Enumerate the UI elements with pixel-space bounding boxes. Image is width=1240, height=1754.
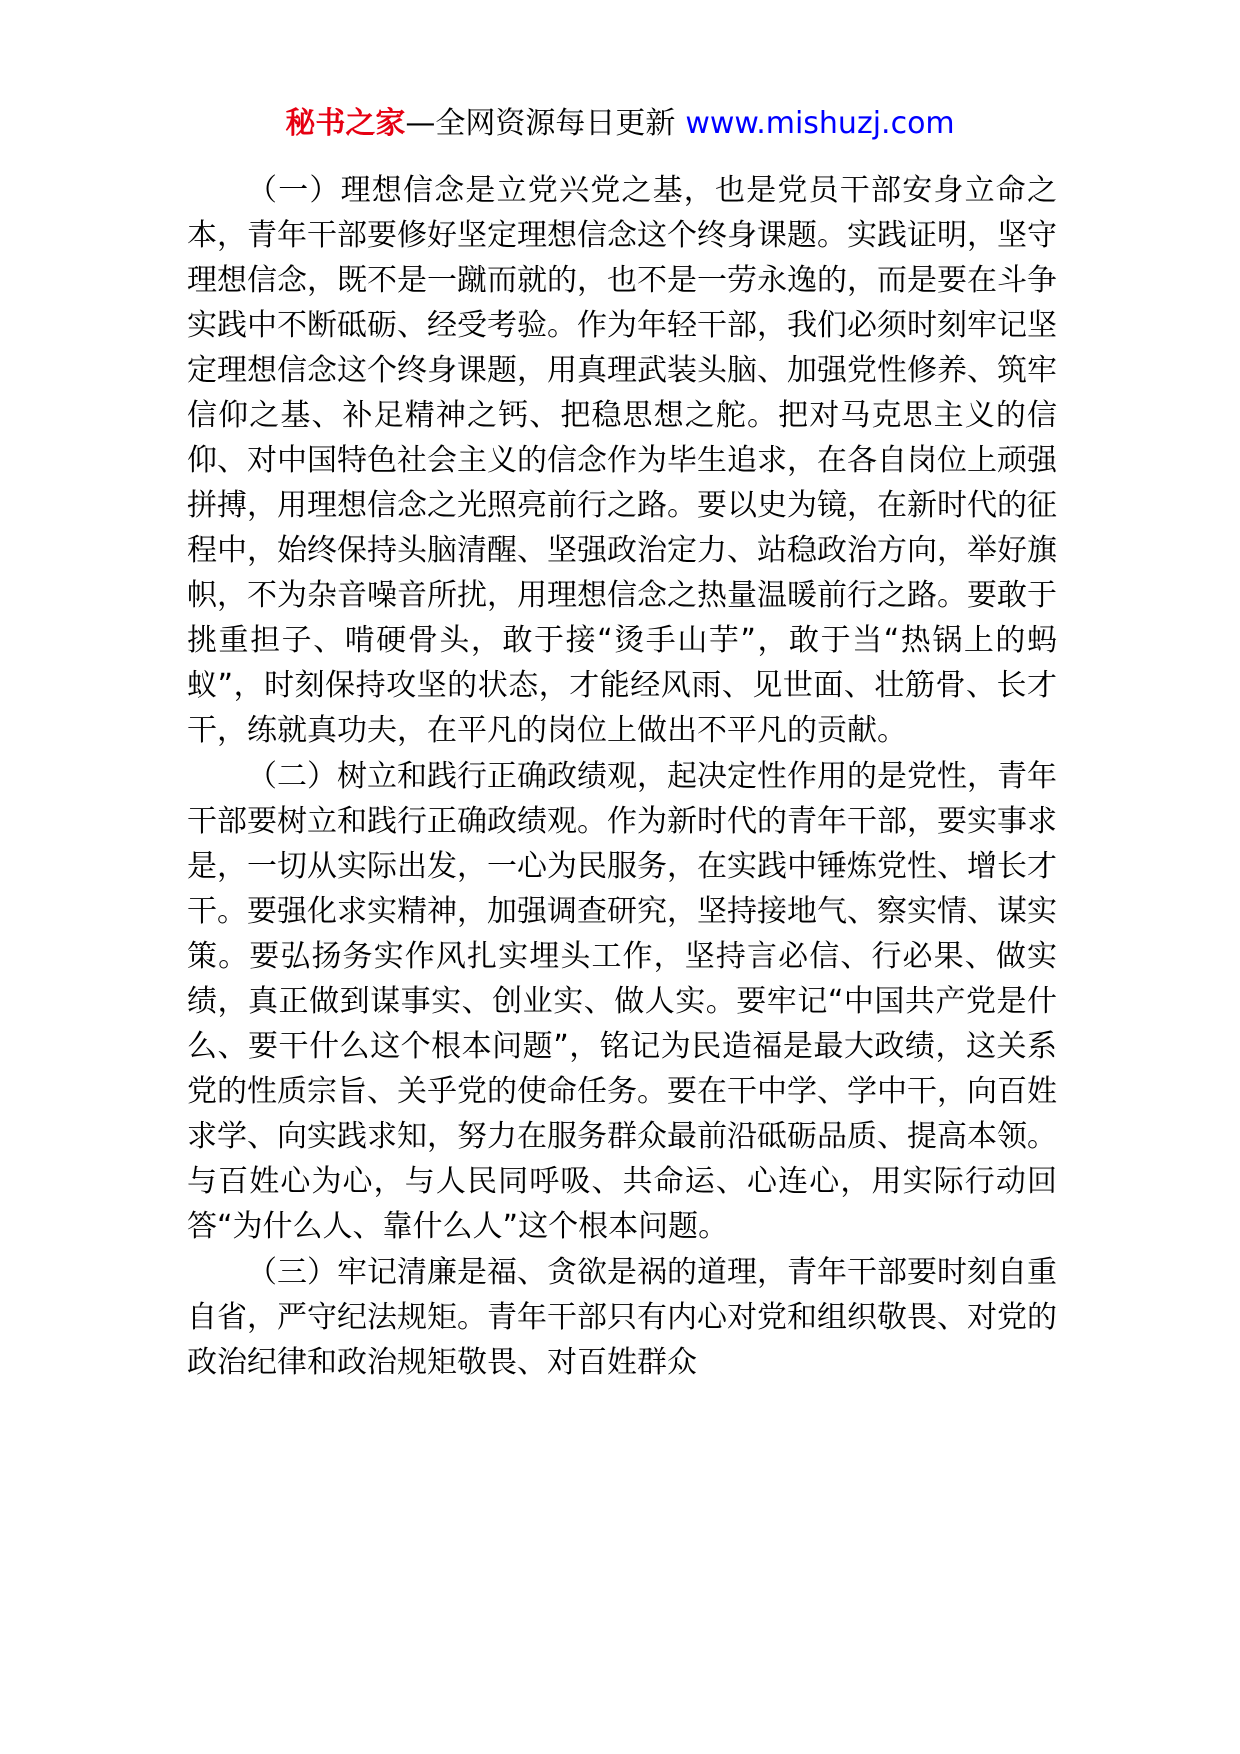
header-slogan: —全网资源每日更新 bbox=[405, 106, 676, 141]
website-url[interactable]: www.mishuzj.com bbox=[685, 106, 955, 141]
document-body bbox=[187, 168, 1057, 1386]
paragraph-2: （二）树立和践行正确政绩观，起决定性作用的是党性，青年干部要树立和践行正确政绩观。作为新时代的青年干部，要实事求是，一切从实际出发，一心为民服务，在实践中锤炼党性、增长才干。要强化求实精神，加强调查研究，坚持接地气、察实情、谋实策。要弘扬务实作风扎实埋头工作，坚持言必信、行必果、做实绩，真正做到谋事实、创业实、做人实。要牢记“中国共产党是什么、要干什么这个根本问题”，铭记为民造福是最大政绩，这关系党的性质宗旨、关乎党的使命任务。要在干中学、学中干，向百姓求学、向实践求知，努力在服务群众最前沿砥砺品质、提高本领。与百姓心为心，与人民同呼吸、共命运、心连心，用实际行动回答“为什么人、靠什么人”这个根本问题。 bbox=[187, 759, 1057, 1244]
paragraph-1: （一）理想信念是立党兴党之基，也是党员干部安身立命之本，青年干部要修好坚定理想信念这个终身课题。实践证明，坚守理想信念，既不是一蹴而就的，也不是一劳永逸的，而是要在斗争实践中不断砥砺、经受考验。作为年轻干部，我们必须时刻牢记坚定理想信念这个终身课题，用真理武装头脑、加强党性修养、筑牢信仰之基、补足精神之钙、把稳思想之舵。把对马克思主义的信仰、对中国特色社会主义的信念作为毕生追求，在各自岗位上顽强拼搏，用理想信念之光照亮前行之路。要以史为镜，在新时代的征程中，始终保持头脑清醒、坚强政治定力、站稳政治方向，举好旗帜，不为杂音噪音所扰，用理想信念之热量温暖前行之路。要敢于挑重担子、啃硬骨头，敢于接“烫手山芋”，敢于当“热锅上的蚂蚁”，时刻保持攻坚的状态，才能经风雨、见世面、壮筋骨、长才干，练就真功夫，在平凡的岗位上做出不平凡的贡献。 bbox=[187, 173, 1057, 748]
page-header bbox=[0, 102, 1240, 146]
brand-name: 秘书之家 bbox=[285, 106, 406, 141]
paragraph-3: （三）牢记清廉是福、贪欲是祸的道理，青年干部要时刻自重自省，严守纪法规矩。青年干部只有内心对党和组织敬畏、对党的政治纪律和政治规矩敬畏、对百姓群众 bbox=[187, 1255, 1057, 1380]
